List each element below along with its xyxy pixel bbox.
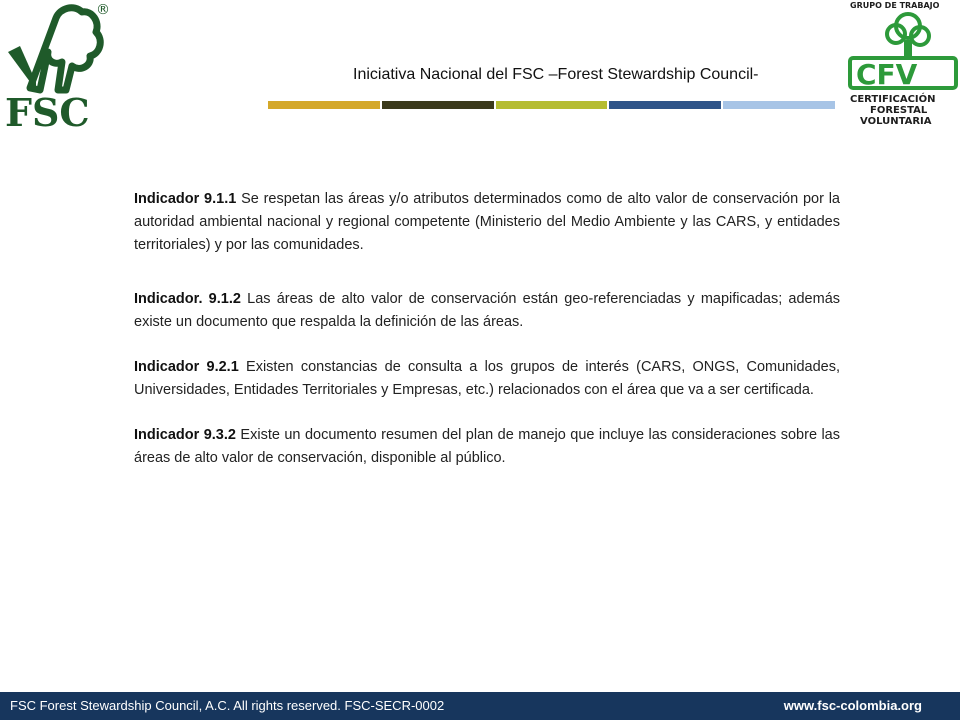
footer-bar (0, 692, 960, 720)
indicator-text: Las áreas de alto valor de conservación están geo-referenciadas y mapificadas; además existe un documento que respalda la definición de las áreas. (134, 291, 841, 330)
color-bar-segment-2 (382, 101, 494, 109)
cfv-mark-text: CFV (856, 58, 918, 91)
indicator-text: Existe un documento resumen del plan de manejo que incluye las consideraciones sobre las áreas de alto valor de conservación, disponible al público. (134, 427, 840, 466)
indicator-text: Existen constancias de consulta a los grupos de interés (CARS, ONGS, Comunidades, Universidades, Entidades Territoriales y Empresas, etc.) relacionados con el área que va a ser certificada. (134, 359, 840, 398)
fsc-logo-text: FSC (5, 90, 90, 132)
footer-website-link[interactable]: www.fsc-colombia.org (783, 698, 922, 713)
cfv-line1: CERTIFICACIÓN (850, 94, 936, 105)
indicator-paragraph (134, 356, 840, 402)
cfv-line2: FORESTAL (870, 105, 928, 116)
cfv-logo (846, 0, 960, 130)
indicator-paragraph (134, 188, 840, 257)
header-color-bar (268, 101, 835, 109)
indicator-paragraph (134, 424, 840, 470)
color-bar-segment-3 (496, 101, 608, 109)
registered-mark: ® (96, 2, 110, 18)
color-bar-segment-4 (609, 101, 721, 109)
indicator-text: Se respetan las áreas y/o atributos determinados como de alto valor de conservación por la autoridad ambiental nacional y regional competente (Ministerio del Medio Ambiente y las CARS, y entidades territoriales) y por las comunidades. (134, 191, 840, 253)
indicator-label: Indicador. 9.1.2 (134, 291, 241, 307)
cfv-top-text: GRUPO DE TRABAJO (850, 1, 940, 10)
indicator-label: Indicador 9.3.2 (134, 427, 236, 443)
cfv-line3: VOLUNTARIA (860, 116, 932, 127)
indicator-paragraph (134, 288, 840, 334)
color-bar-segment-1 (268, 101, 380, 109)
color-bar-segment-5 (723, 101, 835, 109)
indicator-list (134, 188, 840, 492)
indicator-label: Indicador 9.2.1 (134, 359, 239, 375)
footer-copyright: FSC Forest Stewardship Council, A.C. All rights reserved. FSC-SECR-0002 (10, 698, 445, 713)
fsc-logo (0, 0, 124, 132)
header-title: Iniciativa Nacional del FSC –Forest Stewardship Council- (353, 66, 759, 83)
indicator-label: Indicador 9.1.1 (134, 191, 237, 207)
